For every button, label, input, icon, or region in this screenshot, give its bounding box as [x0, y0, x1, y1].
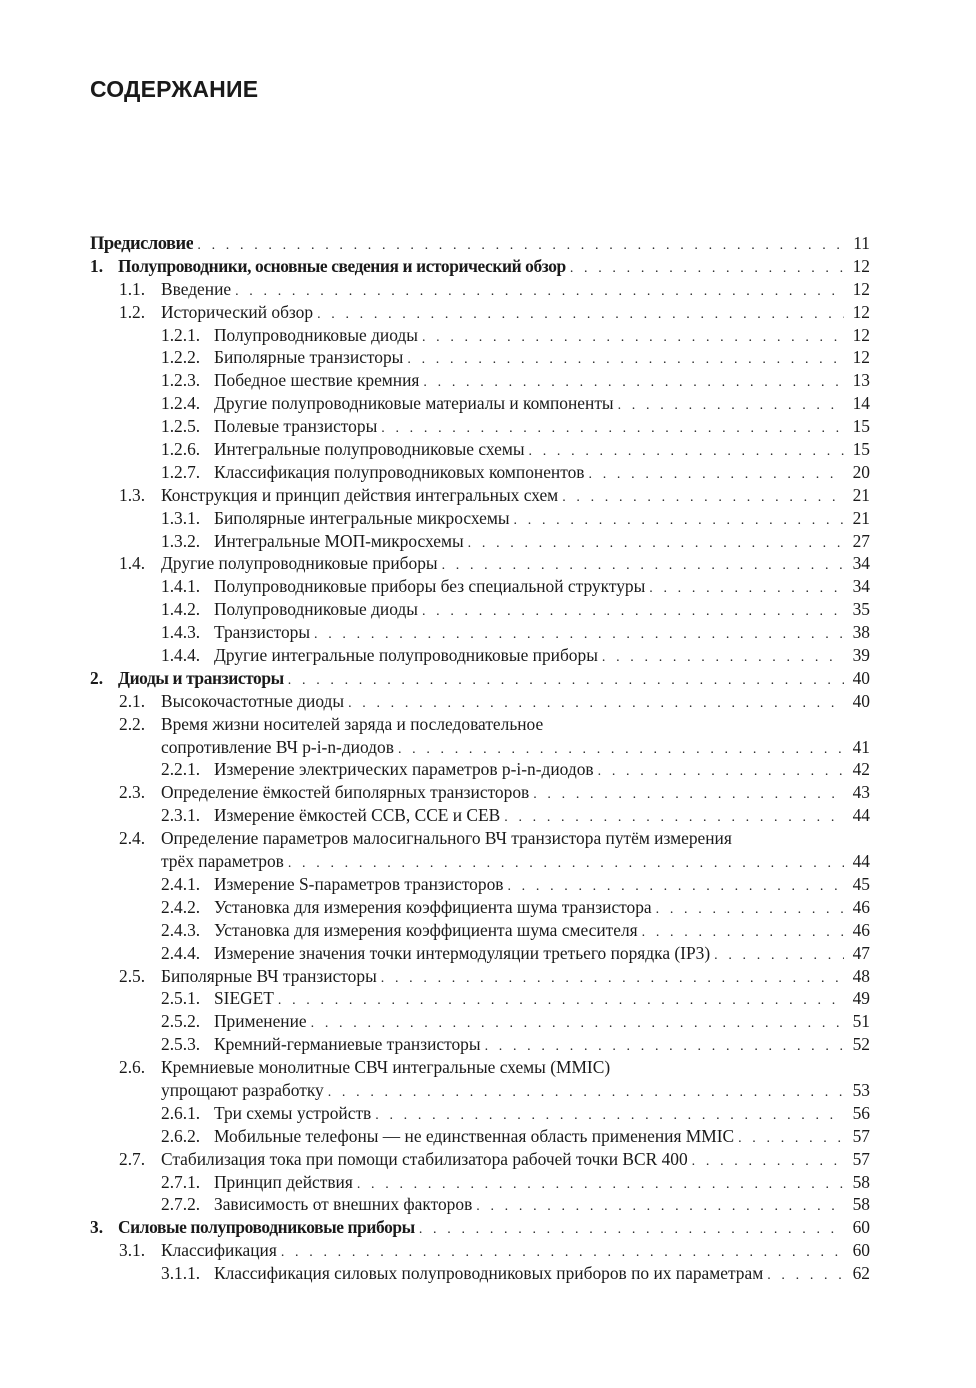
dot-leader	[468, 533, 844, 556]
toc-entry-number: 2.5.3.	[161, 1034, 201, 1055]
dot-leader	[738, 1128, 844, 1151]
toc-entry-page: 58	[852, 1171, 870, 1192]
toc-entry-number: 1.2.1.	[161, 324, 201, 345]
toc-entry[interactable]	[90, 575, 870, 598]
toc-entry[interactable]	[90, 1148, 870, 1171]
dot-leader	[570, 258, 844, 281]
toc-entry-number: 1.4.2.	[161, 599, 201, 620]
toc-entry[interactable]	[90, 1239, 870, 1262]
toc-entry-page: 40	[852, 667, 870, 688]
toc-entry-title: Полупроводники, основные сведения и исторический обзор	[118, 255, 566, 276]
toc-entry-page: 47	[852, 942, 870, 963]
toc-entry-title: Полевые транзисторы	[214, 416, 378, 437]
toc-entry-number: 2.7.2.	[161, 1194, 201, 1215]
toc-entry-page: 34	[852, 576, 870, 597]
toc-entry-number: 2.5.2.	[161, 1011, 201, 1032]
toc-entry-number: 1.4.4.	[161, 645, 201, 666]
dot-leader	[656, 899, 844, 922]
toc-entry[interactable]	[90, 758, 870, 781]
dot-leader	[422, 327, 844, 350]
dot-leader	[288, 670, 844, 693]
toc-entry-page: 60	[852, 1240, 870, 1261]
toc-entry-title: Определение параметров малосигнального ВЧ транзистора путём измерения	[161, 828, 732, 849]
toc-entry-page: 12	[852, 324, 870, 345]
toc-entry-page: 42	[852, 759, 870, 780]
toc-entry-title: Три схемы устройств	[214, 1102, 372, 1123]
toc-entry-number: 1.2.	[119, 301, 146, 322]
toc-entry-page: 13	[852, 370, 870, 391]
toc-entry-title-continuation: сопротивление ВЧ p-i-n-диодов	[161, 736, 394, 757]
toc-entry-title: Другие полупроводниковые приборы	[161, 553, 438, 574]
toc-entry-number: 1.2.3.	[161, 370, 201, 391]
toc-entry-page: 12	[852, 301, 870, 322]
toc-entry-title: Классификация	[161, 1240, 277, 1261]
toc-entry-title: Применение	[214, 1011, 307, 1032]
toc-entry-page: 21	[852, 507, 870, 528]
dot-leader	[533, 784, 844, 807]
toc-entry-page: 45	[852, 873, 870, 894]
toc-entry-number: 1.2.2.	[161, 347, 201, 368]
table-of-contents	[90, 232, 870, 1285]
toc-entry-page: 35	[852, 599, 870, 620]
toc-entry-title: Полупроводниковые диоды	[214, 324, 418, 345]
toc-entry[interactable]	[90, 827, 870, 850]
toc-entry-title: Определение ёмкостей биполярных транзисторов	[161, 782, 530, 803]
toc-entry-title-continuation: трёх параметров	[161, 851, 284, 872]
toc-entry-page: 20	[852, 461, 870, 482]
toc-entry-page: 58	[852, 1194, 870, 1215]
dot-leader	[514, 510, 844, 533]
toc-entry[interactable]	[90, 1193, 870, 1216]
toc-entry-title: Другие интегральные полупроводниковые приборы	[214, 645, 598, 666]
toc-entry[interactable]	[90, 965, 870, 988]
toc-entry-number: 2.2.	[119, 713, 146, 734]
toc-entry-number: 2.5.	[119, 965, 146, 986]
toc-entry-number: 1.2.4.	[161, 393, 201, 414]
toc-entry-title: Силовые полупроводниковые приборы	[118, 1217, 415, 1238]
toc-entry-page: 57	[852, 1125, 870, 1146]
toc-entry-number: 1.2.6.	[161, 439, 201, 460]
toc-entry[interactable]	[90, 942, 870, 965]
toc-entry-page: 27	[852, 530, 870, 551]
toc-entry[interactable]	[90, 987, 870, 1010]
toc-entry-title: Другие полупроводниковые материалы и компоненты	[214, 393, 614, 414]
toc-entry-title: Стабилизация тока при помощи стабилизатора рабочей точки BCR 400	[161, 1148, 688, 1169]
toc-entry[interactable]	[90, 644, 870, 667]
toc-entry[interactable]	[90, 781, 870, 804]
dot-leader	[618, 395, 844, 418]
dot-leader	[589, 464, 844, 487]
toc-entry-page: 41	[852, 736, 870, 757]
toc-entry-number: 2.6.2.	[161, 1125, 201, 1146]
toc-entry[interactable]	[90, 507, 870, 530]
toc-entry-number: 2.	[90, 667, 104, 688]
toc-entry-number: 1.3.1.	[161, 507, 201, 528]
toc-entry-title: Классификация силовых полупроводниковых приборов по их параметрам	[214, 1263, 764, 1284]
dot-leader	[235, 281, 844, 304]
toc-entry-number: 2.4.1.	[161, 873, 201, 894]
dot-leader	[602, 647, 844, 670]
toc-entry[interactable]	[90, 278, 870, 301]
dot-leader	[476, 1196, 844, 1219]
toc-entry-number: 2.4.3.	[161, 919, 201, 940]
dot-leader	[419, 1219, 844, 1242]
toc-entry[interactable]	[90, 1010, 870, 1033]
toc-entry[interactable]	[90, 301, 870, 324]
toc-entry-number: 1.3.2.	[161, 530, 201, 551]
toc-entry-number: 1.3.	[119, 484, 146, 505]
toc-entry[interactable]	[90, 484, 870, 507]
toc-entry-number: 2.2.1.	[161, 759, 201, 780]
toc-entry-number: 2.6.	[119, 1057, 146, 1078]
toc-entry-title: Победное шествие кремния	[214, 370, 420, 391]
toc-entry[interactable]	[90, 713, 870, 736]
toc-entry-page: 48	[852, 965, 870, 986]
toc-entry-number: 1.4.1.	[161, 576, 201, 597]
dot-leader	[692, 1151, 844, 1174]
toc-entry[interactable]	[90, 392, 870, 415]
toc-entry[interactable]	[90, 1056, 870, 1079]
toc-entry-title: Измерение S-параметров транзисторов	[214, 873, 504, 894]
toc-entry-page: 46	[852, 919, 870, 940]
toc-entry-page: 52	[852, 1034, 870, 1055]
dot-leader	[598, 761, 844, 784]
toc-entry[interactable]	[90, 804, 870, 827]
toc-entry-continuation[interactable]	[90, 1079, 870, 1102]
toc-entry-number: 1.	[90, 255, 104, 276]
toc-entry-page: 44	[852, 805, 870, 826]
toc-entry-title: Биполярные интегральные микросхемы	[214, 507, 510, 528]
toc-entry-title: Измерение электрических параметров p-i-n-диодов	[214, 759, 594, 780]
toc-entry-page: 14	[852, 393, 870, 414]
toc-entry-title: Время жизни носителей заряда и последовательное	[161, 713, 544, 734]
toc-entry-continuation[interactable]	[90, 850, 870, 873]
dot-leader	[422, 601, 844, 624]
dot-leader	[278, 990, 844, 1013]
toc-entry[interactable]	[90, 598, 870, 621]
toc-entry-title: Измерение ёмкостей CCB, CCE и CEB	[214, 805, 501, 826]
toc-entry-title: Интегральные МОП-микросхемы	[214, 530, 464, 551]
toc-entry[interactable]	[90, 415, 870, 438]
toc-entry[interactable]	[90, 873, 870, 896]
dot-leader	[767, 1265, 844, 1288]
toc-entry[interactable]	[90, 621, 870, 644]
dot-leader	[328, 1082, 844, 1105]
dot-leader	[714, 945, 844, 968]
toc-entry-page: 56	[852, 1102, 870, 1123]
toc-entry-page: 34	[852, 553, 870, 574]
toc-entry-number: 1.4.3.	[161, 622, 201, 643]
toc-entry[interactable]	[90, 1102, 870, 1125]
toc-entry-number: 2.1.	[119, 690, 146, 711]
toc-entry-number: 2.7.1.	[161, 1171, 201, 1192]
toc-entry-page: 62	[852, 1263, 870, 1284]
toc-entry[interactable]	[90, 438, 870, 461]
toc-entry-title: Транзисторы	[214, 622, 311, 643]
toc-entry-title: Биполярные транзисторы	[214, 347, 404, 368]
toc-entry-page: 21	[852, 484, 870, 505]
toc-entry-title: Конструкция и принцип действия интегральных схем	[161, 484, 559, 505]
toc-entry-title: Установка для измерения коэффициента шума смесителя	[214, 919, 638, 940]
toc-entry-page: 60	[852, 1217, 870, 1238]
toc-entry[interactable]	[90, 919, 870, 942]
toc-entry-title: Мобильные телефоны — не единственная область применения MMIC	[214, 1125, 735, 1146]
toc-entry-page: 12	[852, 255, 870, 276]
toc-entry-number: 2.4.	[119, 828, 146, 849]
toc-entry-number: 2.5.1.	[161, 988, 201, 1009]
dot-leader	[407, 349, 844, 372]
toc-entry-title: Полупроводниковые приборы без специальной структуры	[214, 576, 646, 597]
toc-entry-page: 38	[852, 622, 870, 643]
toc-entry-page: 12	[852, 347, 870, 368]
toc-entry-title: Полупроводниковые диоды	[214, 599, 418, 620]
toc-entry-title: Интегральные полупроводниковые схемы	[214, 439, 525, 460]
toc-entry-page: 51	[852, 1011, 870, 1032]
toc-entry-title-continuation: упрощают разработку	[161, 1079, 324, 1100]
toc-entry-page: 43	[852, 782, 870, 803]
toc-entry-page: 39	[852, 645, 870, 666]
toc-entry-continuation[interactable]	[90, 736, 870, 759]
toc-entry-page: 40	[852, 690, 870, 711]
toc-entry[interactable]	[90, 1125, 870, 1148]
toc-entry-page: 15	[852, 439, 870, 460]
toc-entry-number: 1.4.	[119, 553, 146, 574]
toc-entry[interactable]	[90, 667, 870, 690]
toc-entry[interactable]	[90, 530, 870, 553]
toc-entry[interactable]	[90, 324, 870, 347]
toc-entry-page: 44	[852, 851, 870, 872]
toc-entry[interactable]	[90, 461, 870, 484]
toc-entry-title: SIEGET	[214, 988, 274, 1009]
toc-entry-number: 1.2.5.	[161, 416, 201, 437]
toc-entry-number: 2.3.	[119, 782, 146, 803]
toc-entry[interactable]	[90, 690, 870, 713]
toc-entry-number: 1.1.	[119, 278, 146, 299]
toc-entry-number: 2.4.4.	[161, 942, 201, 963]
toc-entry[interactable]	[90, 1262, 870, 1285]
toc-entry[interactable]	[90, 255, 870, 278]
toc-entry-title: Предисловие	[90, 234, 194, 254]
toc-entry[interactable]	[90, 1171, 870, 1194]
toc-entry-page: 53	[852, 1079, 870, 1100]
toc-entry-number: 2.3.1.	[161, 805, 201, 826]
toc-entry-title: Введение	[161, 278, 232, 299]
toc-entry-title: Кремний-германиевые транзисторы	[214, 1034, 481, 1055]
toc-entry-title: Кремниевые монолитные СВЧ интегральные схемы (MMIC)	[161, 1057, 611, 1078]
toc-entry[interactable]	[90, 369, 870, 392]
toc-entry-page: 12	[852, 278, 870, 299]
toc-entry-number: 3.	[90, 1217, 104, 1238]
toc-entry-page: 46	[852, 896, 870, 917]
toc-entry[interactable]	[90, 896, 870, 919]
toc-entry-number: 2.4.2.	[161, 896, 201, 917]
toc-entry-number: 2.6.1.	[161, 1102, 201, 1123]
toc-entry-number: 3.1.	[119, 1240, 146, 1261]
dot-leader	[649, 578, 844, 601]
toc-entry-page: 49	[852, 988, 870, 1009]
toc-entry[interactable]	[90, 346, 870, 369]
page-title: СОДЕРЖАНИЕ	[90, 76, 259, 102]
toc-entry-page: 11	[853, 233, 870, 253]
toc-entry-number: 2.7.	[119, 1148, 146, 1169]
toc-entry[interactable]	[90, 552, 870, 575]
toc-entry-title: Высокочастотные диоды	[161, 690, 345, 711]
toc-entry-number: 1.2.7.	[161, 461, 201, 482]
toc-entry[interactable]	[90, 1216, 870, 1239]
toc-entry-title: Исторический обзор	[161, 301, 314, 322]
toc-entry-title: Диоды и транзисторы	[118, 667, 284, 688]
dot-leader	[562, 487, 844, 510]
toc-entry-title: Биполярные ВЧ транзисторы	[161, 965, 377, 986]
toc-entry-title: Классификация полупроводниковых компонентов	[214, 461, 585, 482]
toc-entry[interactable]	[90, 232, 870, 255]
toc-entry-title: Зависимость от внешних факторов	[214, 1194, 473, 1215]
toc-entry[interactable]	[90, 1033, 870, 1056]
dot-leader	[381, 968, 844, 991]
toc-entry-page: 15	[852, 416, 870, 437]
toc-entry-title: Измерение значения точки интермодуляции третьего порядка (IP3)	[214, 942, 711, 963]
toc-entry-page: 57	[852, 1148, 870, 1169]
toc-entry-number: 3.1.1.	[161, 1263, 201, 1284]
toc-entry-title: Принцип действия	[214, 1171, 353, 1192]
toc-entry-title: Установка для измерения коэффициента шума транзистора	[214, 896, 652, 917]
